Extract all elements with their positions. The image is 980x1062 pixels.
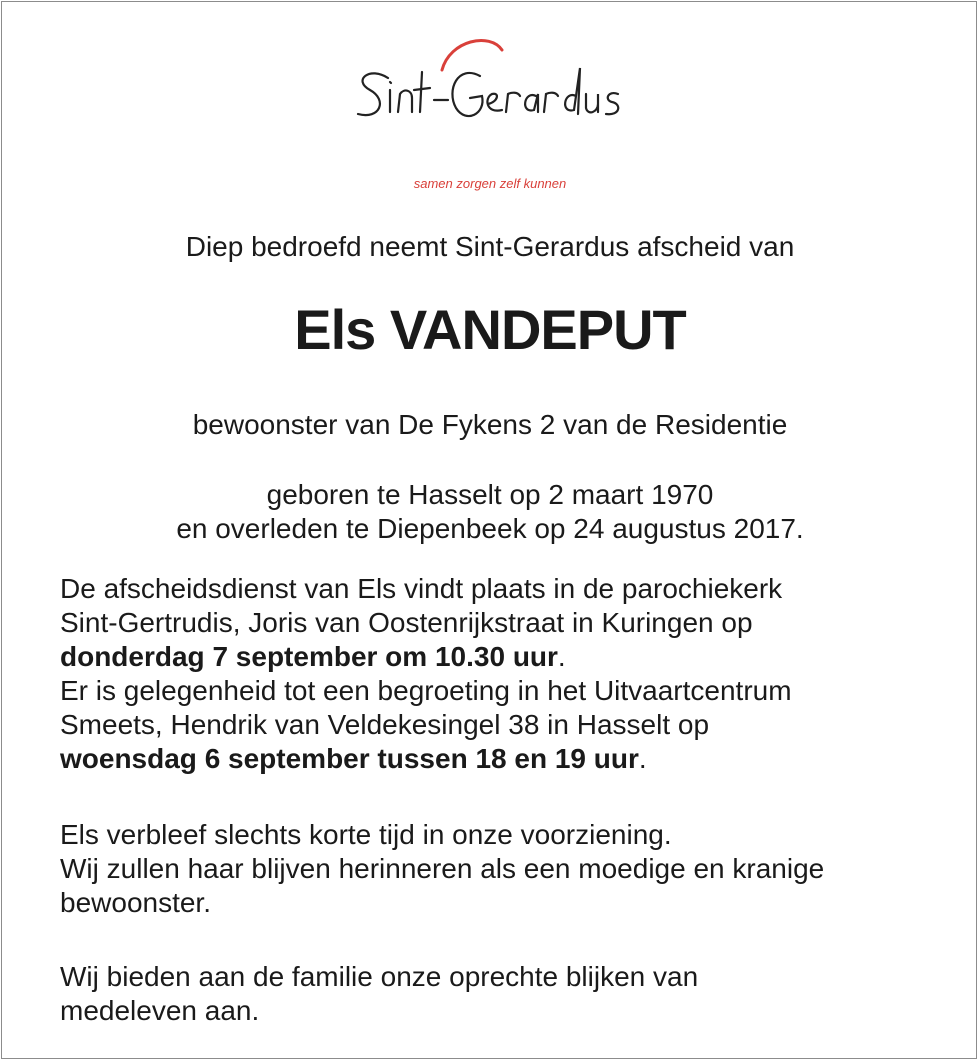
memory-paragraph — [60, 818, 940, 920]
service-date-line — [60, 640, 940, 674]
memory-line: Wij zullen haar blijven herinneren als een moedige en kranige — [60, 853, 825, 884]
memory-line: bewoonster. — [60, 887, 211, 918]
visit-date-period: . — [638, 743, 647, 774]
service-date: donderdag 7 september om 10.30 uur — [60, 641, 558, 672]
memory-line: Els verbleef slechts korte tijd in onze voorziening. — [60, 819, 672, 850]
service-line: Sint-Gertrudis, Joris van Oostenrijkstraat in Kuringen op — [60, 607, 753, 638]
logo-wordmark-drawing — [330, 28, 650, 168]
logo-tagline: samen zorgen zelf kunnen — [413, 176, 567, 191]
service-line: Smeets, Hendrik van Veldekesingel 38 in Hasselt op — [60, 709, 710, 740]
service-date-period: . — [557, 641, 566, 672]
service-line: De afscheidsdienst van Els vindt plaats in de parochiekerk — [60, 573, 783, 604]
condolence-line: Wij bieden aan de familie onze oprechte blijken van — [60, 961, 699, 992]
visit-date: woensdag 6 september tussen 18 en 19 uur — [60, 743, 639, 774]
death-text: en overleden te Diepenbeek op 24 augustus 2017. — [176, 513, 804, 544]
birth-text: geboren te Hasselt op 2 maart 1970 — [266, 479, 714, 510]
intro-text: Diep bedroefd neemt Sint-Gerardus afscheid van — [185, 231, 795, 262]
deceased-name: Els VANDEPUT — [294, 298, 686, 361]
visit-date-line — [60, 742, 940, 776]
service-line: Er is gelegenheid tot een begroeting in het Uitvaartcentrum — [60, 675, 792, 706]
condolence-line: medeleven aan. — [60, 995, 260, 1026]
resident-text: bewoonster van De Fykens 2 van de Residentie — [192, 409, 788, 440]
condolence-paragraph — [60, 960, 940, 1028]
sint-gerardus-logo — [330, 28, 650, 198]
service-paragraph — [60, 572, 940, 776]
